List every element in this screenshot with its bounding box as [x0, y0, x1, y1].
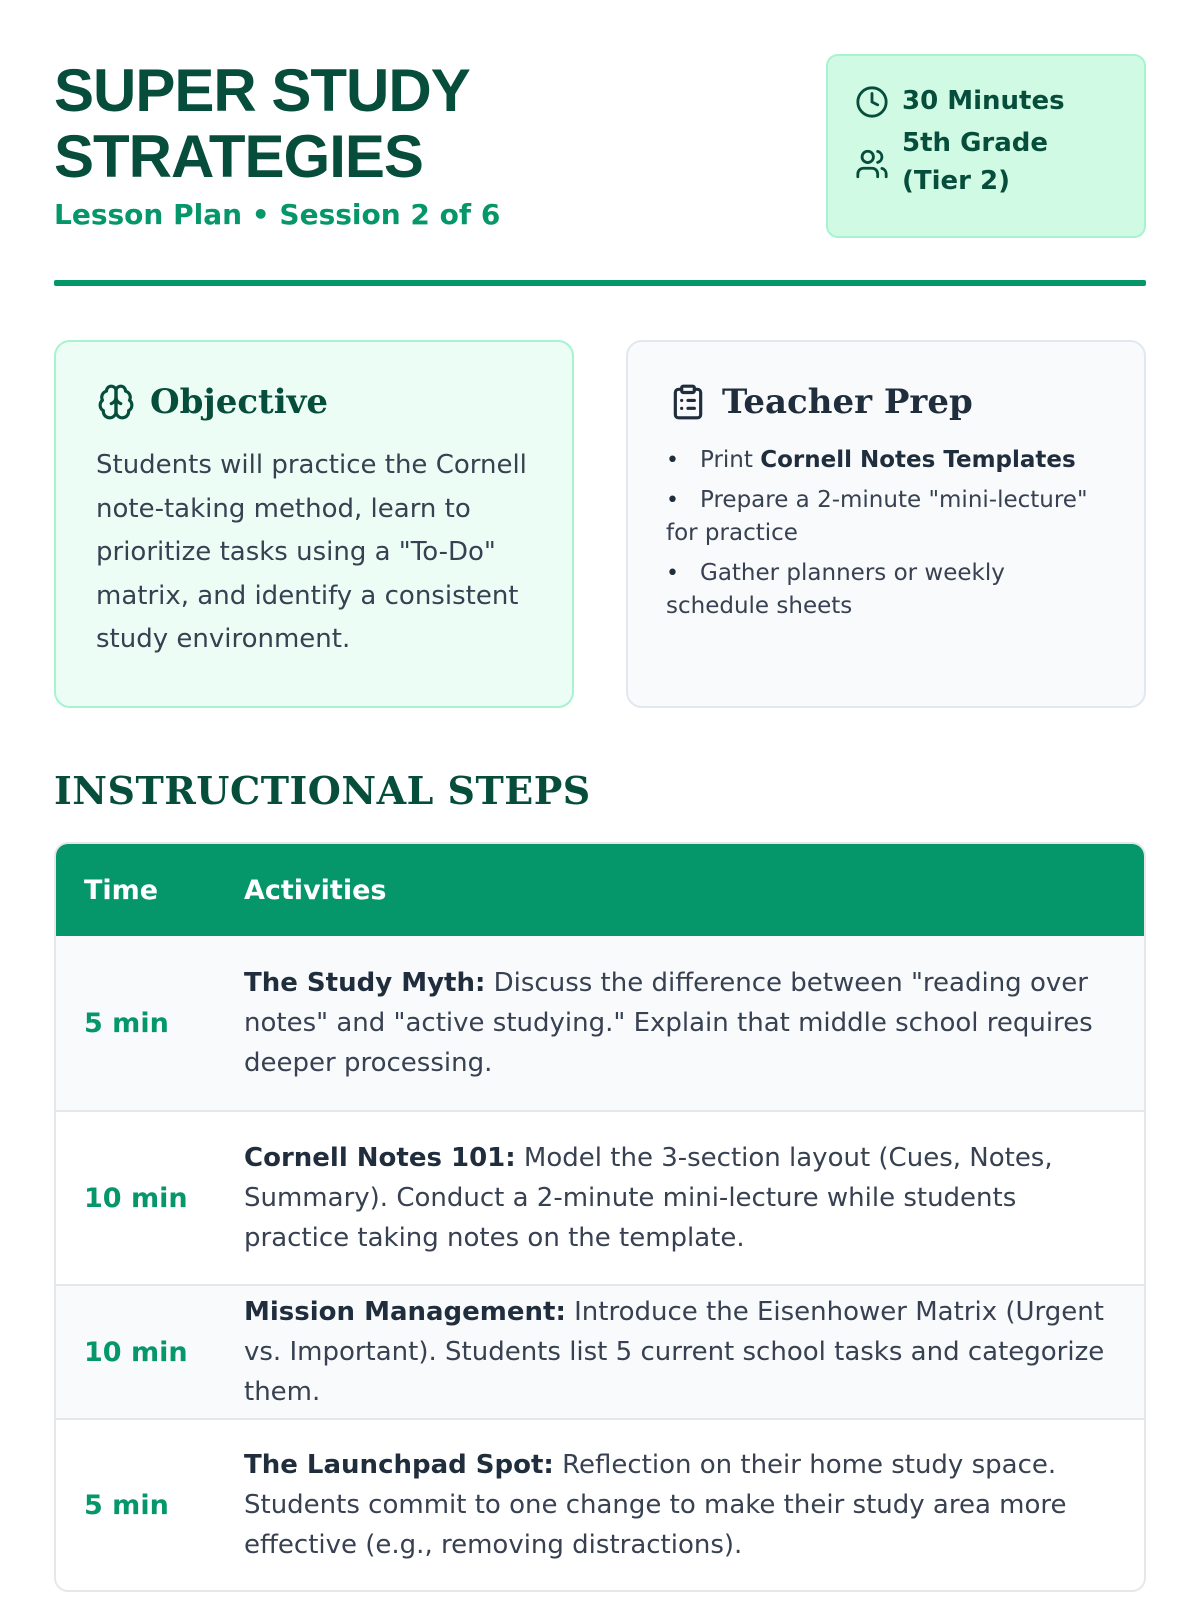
objective-header — [96, 382, 532, 422]
list-item: • Prepare a 2-minute "mini-lecture" for practice — [666, 487, 1088, 546]
clock-icon — [854, 84, 890, 120]
grade-text: 5th Grade (Tier 2) — [902, 128, 1049, 196]
brain-icon — [96, 382, 136, 422]
table-row — [56, 1110, 1144, 1284]
step-activity: The Launchpad Spot: Reflection on their home study space. Students commit to one change to make their study area more effective (e.g., removing distractions). — [244, 1450, 1067, 1560]
grade-row — [854, 124, 1120, 200]
prep-header — [668, 382, 1104, 422]
table-row — [56, 1284, 1144, 1418]
session-meta-box — [826, 54, 1146, 238]
list-item: • Gather planners or weekly schedule sheets — [666, 560, 1005, 619]
step-activity: Cornell Notes 101: Model the 3-section layout (Cues, Notes, Summary). Conduct a 2-minute mini-lecture while students practice taking notes on the template. — [244, 1143, 1053, 1253]
list-item: • Print Cornell Notes Templates — [666, 447, 1076, 473]
steps-table — [54, 842, 1146, 1592]
page-title: SUPER STUDY STRATEGIES — [54, 57, 469, 190]
users-icon — [854, 146, 890, 182]
teacher-prep-card — [626, 340, 1146, 708]
objective-text: Students will practice the Cornell note-taking method, learn to prioritize tasks using a "To-Do" matrix, and identify a consistent study environment. — [96, 450, 527, 654]
table-header — [56, 844, 1144, 936]
column-header-time: Time — [84, 874, 159, 906]
clipboard-icon — [668, 382, 708, 422]
steps-heading: INSTRUCTIONAL STEPS — [54, 768, 591, 813]
step-activity: The Study Myth: Discuss the difference between "reading over notes" and "active studying." Explain that middle school requires deeper processing. — [244, 968, 1093, 1078]
objective-title: Objective — [150, 382, 329, 422]
page-subtitle: Lesson Plan • Session 2 of 6 — [54, 198, 501, 231]
step-time: 10 min — [84, 1336, 188, 1368]
header — [54, 0, 1146, 290]
table-row — [56, 936, 1144, 1110]
step-activity: Mission Management: Introduce the Eisenhower Matrix (Urgent vs. Important). Students list 5 current school tasks and categorize them. — [244, 1297, 1105, 1407]
step-time: 5 min — [84, 1489, 169, 1521]
step-time: 10 min — [84, 1182, 188, 1214]
lesson-plan-page — [54, 0, 1146, 1560]
header-divider — [54, 280, 1146, 286]
objective-card — [54, 340, 574, 708]
column-header-activities: Activities — [244, 874, 387, 906]
table-body — [56, 936, 1144, 1590]
prep-title: Teacher Prep — [722, 382, 973, 422]
info-cards — [54, 340, 1146, 708]
step-time: 5 min — [84, 1007, 169, 1039]
prep-list — [666, 444, 1104, 623]
duration-row — [854, 82, 1120, 120]
table-row — [56, 1418, 1144, 1590]
duration-text: 30 Minutes — [902, 86, 1065, 116]
